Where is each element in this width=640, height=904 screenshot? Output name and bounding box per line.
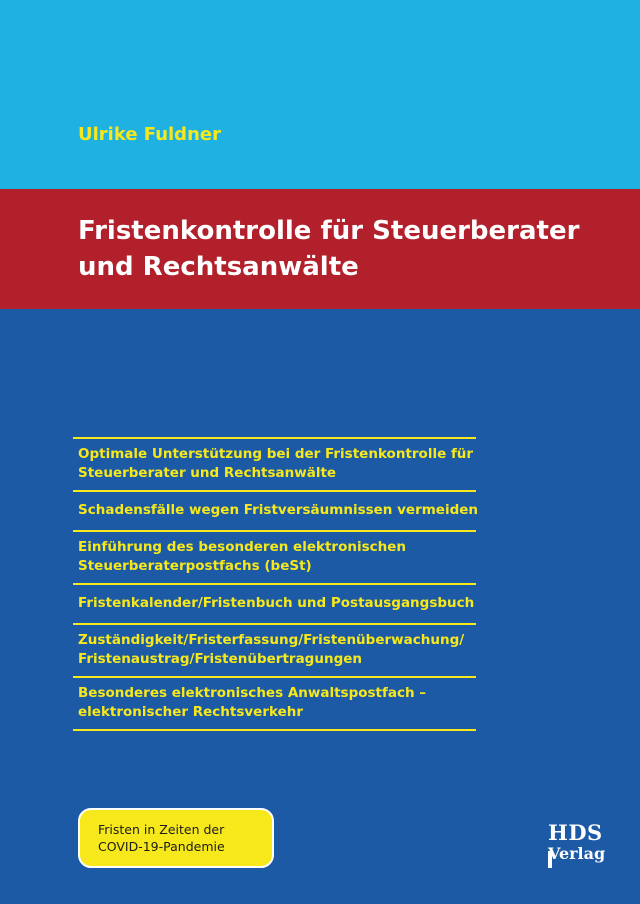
feature-text: Zuständigkeit/Fristerfassung/Fristenüberwachung/ bbox=[78, 632, 465, 648]
author-name: Ulrike Fuldner bbox=[78, 124, 221, 145]
feature-text: Steuerberater und Rechtsanwälte bbox=[78, 465, 337, 481]
feature-item bbox=[73, 439, 476, 490]
feature-text: Fristenaustrag/Fristenübertragungen bbox=[78, 651, 362, 667]
feature-item bbox=[73, 678, 476, 729]
feature-text: Schadensfälle wegen Fristversäumnissen vermeiden bbox=[78, 502, 479, 518]
feature-item bbox=[73, 532, 476, 583]
feature-item bbox=[73, 585, 476, 623]
feature-text: Steuerberaterpostfachs (beSt) bbox=[78, 558, 312, 574]
covid-badge bbox=[78, 808, 274, 868]
badge-text: Fristen in Zeiten der bbox=[98, 822, 225, 837]
divider bbox=[73, 729, 476, 731]
badge-text: COVID-19-Pandemie bbox=[98, 839, 225, 854]
feature-text: Optimale Unterstützung bei der Fristenkontrolle für bbox=[78, 446, 474, 462]
feature-item bbox=[73, 492, 479, 530]
top-band bbox=[0, 0, 640, 189]
book-title: Fristenkontrolle für Steuerberater und Rechtsanwälte bbox=[78, 216, 580, 282]
feature-text: Besonderes elektronisches Anwaltspostfach – bbox=[78, 685, 427, 701]
feature-text: Fristenkalender/Fristenbuch und Postausgangsbuch bbox=[78, 595, 475, 611]
feature-item bbox=[73, 625, 476, 676]
feature-list bbox=[73, 437, 479, 731]
logo-verlag: Verlag bbox=[548, 844, 606, 863]
publisher-logo bbox=[548, 822, 605, 864]
feature-text: Einführung des besonderen elektronischen bbox=[78, 539, 406, 555]
logo-hds: HDS bbox=[548, 820, 603, 845]
feature-text: elektronischer Rechtsverkehr bbox=[78, 704, 304, 720]
